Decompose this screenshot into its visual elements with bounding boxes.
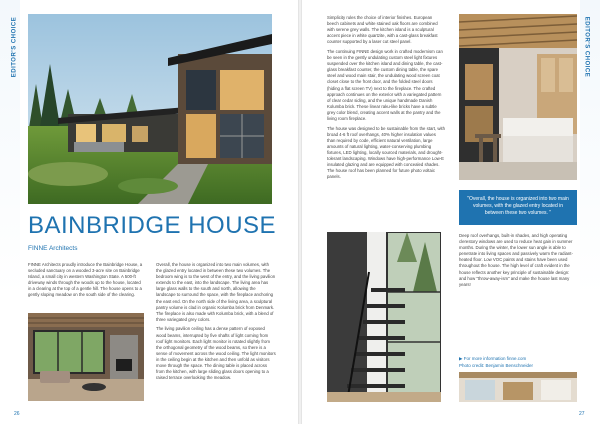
paragraph: The living pavilion ceiling has a dense pattern of exposed wood beams, interrupted by five shafts of light coming from roof light monitors. Each light monitor is rotated slightly from the orthogonal geometry of the wood beams, so there is a sense of movement across the wood ceiling. The light monitors in the ceiling begin at the kitchen and then unfold as visitors move through the space. The dining table is placed across from the kitchen, with large sliding glass doors opening to a raised terrace overlooking the meadow. — [156, 326, 276, 381]
page-number-right: 27 — [579, 411, 585, 417]
kitchen-photo — [459, 14, 577, 180]
paragraph: Deep roof overhangs, built-in shades, and high operating clerestory windows are used to reduce heat gain in summer months. During the winter, the lower sun angle is able to penetrate into living spaces and passively warm the radiant-heated floor. Low VOC paints and stains have been used throughout the house. The high level of craft evident in the house reflects another key principle of sustainable design: and how "throw-away-ism" and make the house last many years! — [459, 233, 573, 287]
more-info-link[interactable]: ▶ For more information finne.com — [459, 356, 527, 361]
article-subtitle: FINNE Architects — [28, 245, 78, 252]
page-number-left: 26 — [14, 411, 20, 417]
section-label-right: EDITOR'S CHOICE — [583, 16, 590, 78]
text-column-4 — [459, 233, 577, 291]
credits-block — [459, 356, 533, 369]
pull-quote: "Overall, the house is organized into two main volumes, with the glazed entry located in between these two volumes. " — [459, 190, 577, 225]
paragraph: The house was designed to be sustainable from the start, with broad 4-6 ft roof overhangs, 40% higher insulation values than required by code, efficient natural ventilation, large amounts of natural lighting, water-conserving plumbing fixtures, LED lighting, locally sourced materials, and drought-tolerant landscaping. Windows have high-performance Low-E insulated glazing and are equipped with concealed shades. The house roof has been planned for future photo voltaic panels. — [327, 125, 445, 180]
article-title: BAINBRIDGE HOUSE — [28, 212, 277, 239]
text-column-1 — [28, 262, 144, 302]
house-exterior-photo — [28, 14, 272, 204]
paragraph: Overall, the house is organized into two main volumes, with the glazed entry located in between these two volumes. The bedroom wing is to the west of the entry, and the living pavilion extends to the east, into the landscape. The living area has large glass walls to the south and north, allowing the landscape to surround the space, with the fireplace anchoring the east end. On the north side of the living area, a sculptural pantry volume is clad in organic Kolumba brick from Denmark. The fireplace is also made with Kolumba brick, with a blend of three variegated grey colors. — [156, 262, 276, 322]
paragraph: FINNE Architects proudly introduce the Bainbridge House, a secluded sanctuary on a wooded 3-acre site on Bainbridge Island, a small city in western Washington State. A 500-ft driveway winds through the woods up to the house, located in a clearing at the top of a gentle hill. The house opens to a gently sloping meadow on the south side of the clearing. — [28, 262, 143, 298]
text-column-3 — [327, 15, 445, 184]
section-label-left: EDITOR'S CHOICE — [11, 16, 18, 78]
page-gutter — [298, 0, 302, 424]
interior-photo — [459, 372, 577, 402]
living-room-photo — [28, 313, 144, 401]
arrow-icon: ▶ — [459, 356, 464, 361]
staircase-photo — [327, 232, 441, 402]
text-column-2 — [156, 262, 276, 385]
paragraph: The continuing FINNE design work in crafted modernism can be seen in the gently undulating custom steel light fixtures suspended over the kitchen island and dining table, the cast-glass breakfast counter, the custom dining table, the spare steel and wood main stair, the undulating wood screen coat closet close to the front door, and the folded steel doors (hiding a flat screen TV) next to the fireplace. The crafted approach continues on the exterior with a variegated pattern of clear cedar siding, and the unique handmade Danish Kolumba brick. These linear raku-like bricks have a subtle grey color blend, creating accent walls at the pantry and the living room fireplace. — [327, 48, 443, 121]
photo-credit: Photo credit: Benjamin Benschneider — [459, 362, 534, 368]
paragraph: Simplicity rules the choice of interior finishes. European beech cabinets and white stained oak floors are combined with serene grey walls. The kitchen island is a sculptural accent piece in white quartzite, with a cast-glass breakfast counter supported by a laser cut steel panel. — [327, 15, 438, 45]
